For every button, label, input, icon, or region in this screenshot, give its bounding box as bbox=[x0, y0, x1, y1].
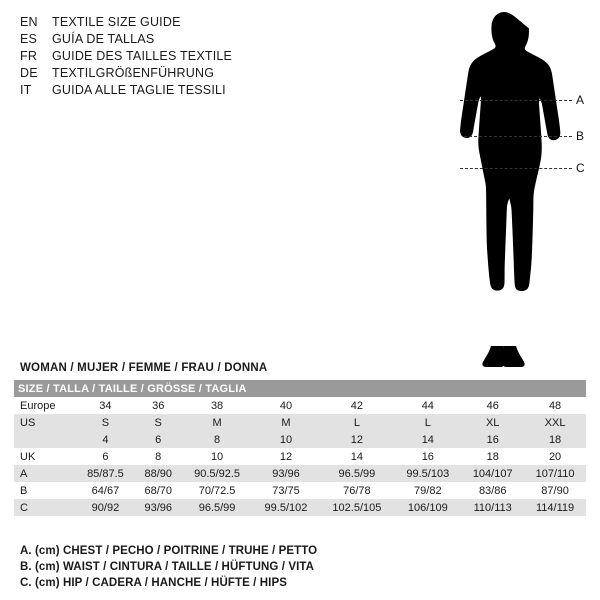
cell: 79/82 bbox=[394, 482, 461, 499]
cell: 12 bbox=[253, 448, 320, 465]
measure-label-a: A bbox=[576, 93, 585, 107]
cell: 8 bbox=[135, 448, 182, 465]
cell: 42 bbox=[319, 397, 394, 414]
cell: 36 bbox=[135, 397, 182, 414]
cell: 8 bbox=[182, 431, 253, 448]
table-header-row bbox=[14, 380, 586, 397]
measure-label-b: B bbox=[576, 129, 585, 143]
footnote-hip: C. (cm) HIP / CADERA / HANCHE / HÜFTE / HIPS bbox=[20, 577, 288, 589]
footnotes-block bbox=[20, 543, 580, 591]
cell: 99.5/103 bbox=[394, 465, 461, 482]
cell: 44 bbox=[394, 397, 461, 414]
cell: 99.5/102 bbox=[253, 499, 320, 516]
footnote-chest: A. (cm) CHEST / PECHO / POITRINE / TRUHE / PETTO bbox=[20, 545, 318, 557]
cell: 34 bbox=[76, 397, 135, 414]
language-code: ES bbox=[20, 32, 38, 46]
measure-line-chest bbox=[460, 100, 572, 101]
table-header-label: SIZE / TALLA / TAILLE / GRÖSSE / TAGLIA bbox=[14, 380, 586, 397]
cell: 18 bbox=[524, 431, 586, 448]
measure-label-c: C bbox=[576, 161, 585, 175]
cell: 110/113 bbox=[461, 499, 524, 516]
table-row bbox=[14, 448, 586, 465]
language-text: GUIDE DES TAILLES TEXTILE bbox=[52, 49, 233, 63]
cell: 12 bbox=[319, 431, 394, 448]
language-text: GUIDA ALLE TAGLIE TESSILI bbox=[52, 83, 226, 97]
cell: 96.5/99 bbox=[319, 465, 394, 482]
cell: M bbox=[253, 414, 320, 431]
cell: L bbox=[394, 414, 461, 431]
language-header-block bbox=[20, 14, 320, 99]
language-text: GUÍA DE TALLAS bbox=[52, 32, 155, 46]
language-code: DE bbox=[20, 66, 38, 80]
language-row bbox=[20, 65, 320, 82]
table-row bbox=[14, 465, 586, 482]
row-label: A bbox=[14, 465, 76, 482]
cell: 70/72.5 bbox=[182, 482, 253, 499]
table-row bbox=[14, 397, 586, 414]
language-row bbox=[20, 82, 320, 99]
cell: 14 bbox=[319, 448, 394, 465]
cell: 96.5/99 bbox=[182, 499, 253, 516]
cell: 87/90 bbox=[524, 482, 586, 499]
cell: 6 bbox=[135, 431, 182, 448]
cell: M bbox=[182, 414, 253, 431]
measure-line-hip bbox=[460, 168, 572, 169]
cell: 16 bbox=[461, 431, 524, 448]
cell: 107/110 bbox=[524, 465, 586, 482]
cell: 73/75 bbox=[253, 482, 320, 499]
cell: 20 bbox=[524, 448, 586, 465]
cell: 10 bbox=[182, 448, 253, 465]
cell: 88/90 bbox=[135, 465, 182, 482]
cell: 16 bbox=[394, 448, 461, 465]
footnote-waist: B. (cm) WAIST / CINTURA / TAILLE / HÜFTUNG / VITA bbox=[20, 561, 315, 573]
size-table bbox=[14, 380, 586, 516]
cell: 90/92 bbox=[76, 499, 135, 516]
cell: 90.5/92.5 bbox=[182, 465, 253, 482]
cell: 102.5/105 bbox=[319, 499, 394, 516]
row-label: C bbox=[14, 499, 76, 516]
cell: 85/87.5 bbox=[76, 465, 135, 482]
cell: XL bbox=[461, 414, 524, 431]
cell: 104/107 bbox=[461, 465, 524, 482]
cell: XXL bbox=[524, 414, 586, 431]
cell: L bbox=[319, 414, 394, 431]
language-text: TEXTILE SIZE GUIDE bbox=[52, 15, 181, 29]
row-label: B bbox=[14, 482, 76, 499]
table-row bbox=[14, 414, 586, 431]
cell: 64/67 bbox=[76, 482, 135, 499]
language-row bbox=[20, 48, 320, 65]
cell: 93/96 bbox=[253, 465, 320, 482]
row-label: UK bbox=[14, 448, 76, 465]
language-row bbox=[20, 14, 320, 31]
cell: S bbox=[135, 414, 182, 431]
row-label bbox=[14, 431, 76, 448]
cell: 106/109 bbox=[394, 499, 461, 516]
female-silhouette-icon bbox=[420, 8, 595, 378]
cell: 6 bbox=[76, 448, 135, 465]
cell: 38 bbox=[182, 397, 253, 414]
table-row bbox=[14, 482, 586, 499]
language-text: TEXTILGRÖßENFÜHRUNG bbox=[52, 66, 215, 80]
cell: 40 bbox=[253, 397, 320, 414]
section-title-woman: WOMAN / MUJER / FEMME / FRAU / DONNA bbox=[20, 362, 268, 374]
table-row bbox=[14, 499, 586, 516]
cell: 10 bbox=[253, 431, 320, 448]
cell: 4 bbox=[76, 431, 135, 448]
cell: 114/119 bbox=[524, 499, 586, 516]
cell: 76/78 bbox=[319, 482, 394, 499]
row-label: Europe bbox=[14, 397, 76, 414]
cell: S bbox=[76, 414, 135, 431]
row-label: US bbox=[14, 414, 76, 431]
cell: 46 bbox=[461, 397, 524, 414]
cell: 48 bbox=[524, 397, 586, 414]
measure-line-waist bbox=[464, 136, 572, 137]
cell: 68/70 bbox=[135, 482, 182, 499]
language-code: IT bbox=[20, 83, 32, 97]
cell: 14 bbox=[394, 431, 461, 448]
cell: 83/86 bbox=[461, 482, 524, 499]
cell: 93/96 bbox=[135, 499, 182, 516]
figure-area bbox=[420, 8, 595, 378]
language-code: FR bbox=[20, 49, 38, 63]
language-code: EN bbox=[20, 15, 38, 29]
table-row bbox=[14, 431, 586, 448]
language-row bbox=[20, 31, 320, 48]
cell: 18 bbox=[461, 448, 524, 465]
